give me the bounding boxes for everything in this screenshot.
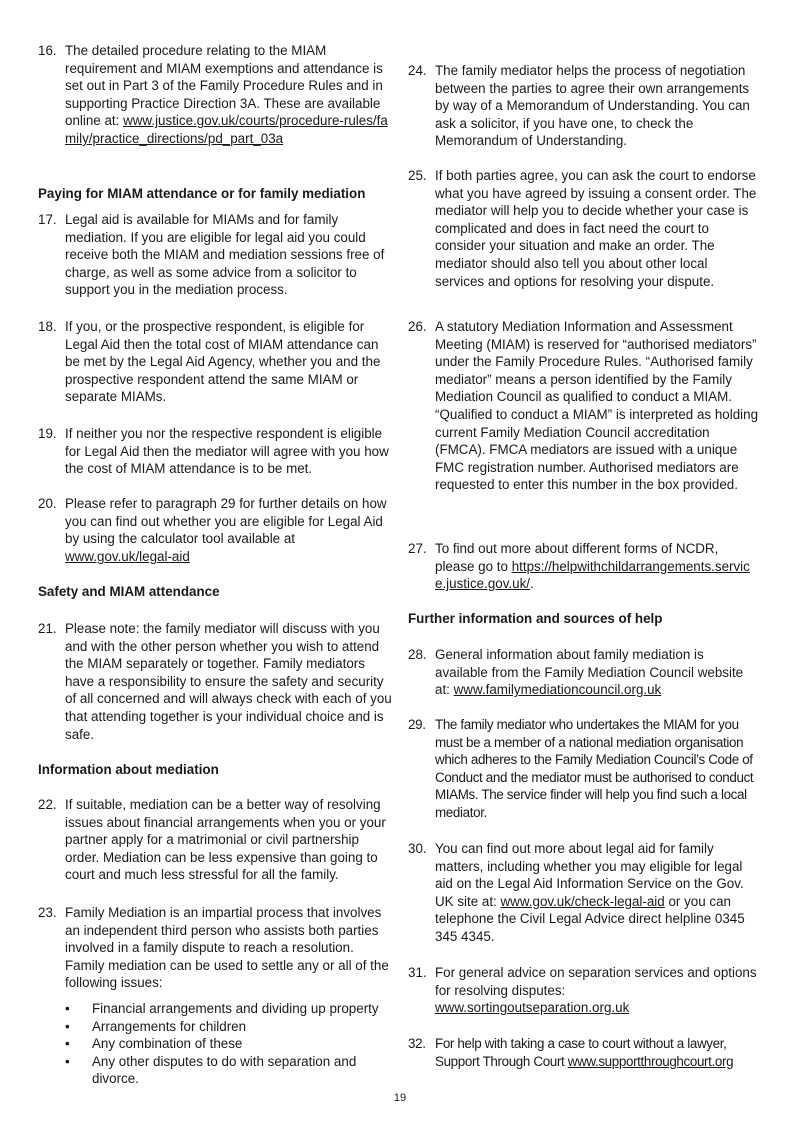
paragraph-number: 31. xyxy=(408,965,427,980)
paragraph-number: 23. xyxy=(38,905,57,920)
paragraph-text: The family mediator helps the process of negotiation between the parties to agree their own arrangements by way of a Memorandum of Understanding. You can ask a solicitor, if you have one, to check the Memorandum of Understanding. xyxy=(435,63,750,149)
paragraph-text: A statutory Mediation Information and Assessment Meeting (MIAM) is reserved for “authorised mediators” under the Family Procedure Rules. “Authorised family mediator” means a person identified by the Family Mediation Council as qualified to conduct a MIAM. “Qualified to conduct a MIAM” is interpreted as holding current Family Mediation Council accreditation (FMCA). FMCA mediators are issued with a unique FMC registration number. Authorised mediators are requested to enter this number in the box provided. xyxy=(435,319,759,493)
paragraph-text: To find out more about different forms of NCDR, please go to https://helpwithchildarrangements.service.justice.gov.uk/. xyxy=(435,541,750,592)
paragraph-number: 16. xyxy=(38,43,57,58)
paragraph-32 xyxy=(408,1035,764,1070)
sorting-out-separation-link[interactable]: www.sortingoutseparation.org.uk xyxy=(435,1000,630,1016)
paragraph-28 xyxy=(408,646,760,699)
support-through-court-link[interactable]: www.supportthroughcourt.org xyxy=(567,1053,734,1069)
paragraph-text: The detailed procedure relating to the MIAM requirement and MIAM exemptions and attendance is set out in Part 3 of the Family Procedure Rules and in supporting Practice Direction 3A. These are available online at: www.justice.gov.uk/courts/procedure-rules/family/practice_directions/pd_part_03a xyxy=(65,43,388,146)
paragraph-number: 22. xyxy=(38,797,57,812)
issues-list xyxy=(65,1000,394,1088)
paragraph-30 xyxy=(408,840,760,946)
bullet-icon: • xyxy=(65,1000,70,1016)
paragraph-text: If suitable, mediation can be a better way of resolving issues about financial arrangements when you or your partner apply for a matrimonial or civil partnership order. Mediation can be less expensive than going to court and much less stressful for all the family. xyxy=(65,797,386,883)
paragraph-text: Legal aid is available for MIAMs and for family mediation. If you are eligible for legal aid you could receive both the MIAM and mediation sessions free of charge, as well as some advice from a solicitor to support you in the mediation process. xyxy=(65,212,385,298)
paragraph-number: 20. xyxy=(38,496,57,511)
paragraph-text: Please note: the family mediator will discuss with you and with the other person whether you wish to attend the MIAM separately or together. Family mediators have a responsibility to ensure the safety and security of all concerned and will always check with each of you that attending together is your individual choice and is safe. xyxy=(65,621,392,742)
paragraph-number: 21. xyxy=(38,621,57,636)
paragraph-number: 30. xyxy=(408,841,427,856)
paragraph-20 xyxy=(38,495,394,565)
paragraph-number: 29. xyxy=(408,717,426,732)
paragraph-number: 25. xyxy=(408,168,427,183)
check-legal-aid-link[interactable]: www.gov.uk/check-legal-aid xyxy=(500,893,665,909)
paragraph-29 xyxy=(408,716,764,822)
paragraph-text: For general advice on separation services and options for resolving disputes: www.sortingoutseparation.org.uk xyxy=(435,965,757,1016)
practice-direction-link[interactable]: www.justice.gov.uk/courts/procedure-rules/family/practice_directions/pd_part_03a xyxy=(65,113,388,146)
paragraph-23 xyxy=(38,904,394,1088)
paragraph-24 xyxy=(408,62,760,150)
paragraph-text: General information about family mediation is available from the Family Mediation Council website at: www.familymediationcouncil.org.uk xyxy=(435,647,744,698)
section-heading-information: Information about mediation xyxy=(38,762,219,777)
paragraph-25 xyxy=(408,167,760,290)
list-item: • Any other disputes to do with separation and divorce. xyxy=(65,1053,357,1087)
paragraph-text: Please refer to paragraph 29 for further details on how you can find out whether you are eligible for Legal Aid by using the calculator tool available at www.gov.uk/legal-aid xyxy=(65,496,387,564)
page-number: 19 xyxy=(393,1092,407,1104)
section-heading-paying: Paying for MIAM attendance or for family mediation xyxy=(38,186,366,201)
legal-aid-link[interactable]: www.gov.uk/legal-aid xyxy=(65,548,190,564)
paragraph-26 xyxy=(408,318,760,494)
list-item: • Any combination of these xyxy=(65,1036,243,1052)
paragraph-number: 24. xyxy=(408,63,427,78)
paragraph-text: For help with taking a case to court without a lawyer, Support Through Court www.supportthroughcourt.org xyxy=(435,1036,734,1069)
family-mediation-council-link[interactable]: www.familymediationcouncil.org.uk xyxy=(453,682,662,698)
paragraph-text: The family mediator who undertakes the MIAM for you must be a member of a national mediation organisation which adheres to the Family Mediation Council’s Code of Conduct and the mediator must be authorised to conduct MIAMs. The service finder will help you find such a local mediator. xyxy=(435,717,754,820)
child-arrangements-link[interactable]: https://helpwithchildarrangements.service.justice.gov.uk/ xyxy=(435,558,750,592)
paragraph-number: 19. xyxy=(38,426,57,441)
list-item: • Arrangements for children xyxy=(65,1018,247,1034)
paragraph-text: If neither you nor the respective respondent is eligible for Legal Aid then the mediator will agree with you how the cost of MIAM attendance is to be met. xyxy=(65,426,389,477)
bullet-icon: • xyxy=(65,1036,70,1052)
paragraph-27 xyxy=(408,540,760,593)
paragraph-17 xyxy=(38,211,394,299)
paragraph-16 xyxy=(38,42,394,148)
bullet-icon: • xyxy=(65,1018,70,1034)
paragraph-body xyxy=(65,904,394,1088)
paragraph-number: 17. xyxy=(38,212,57,227)
paragraph-number: 28. xyxy=(408,647,427,662)
paragraph-text: If both parties agree, you can ask the court to endorse what you have agreed by issuing a consent order. The mediator will help you to decide whether your case is complicated and does in fact need the court to consider your situation and make an order. The mediator should also tell you about other local services and options for resolving your dispute. xyxy=(435,168,757,289)
paragraph-text: You can find out more about legal aid for family matters, including whether you may eligible for legal aid on the Legal Aid Information Service on the Gov. UK site at: www.gov.uk/check-legal-aid or you can telephone the Civil Legal Advice direct helpline 0345 345 4345. xyxy=(435,841,745,944)
paragraph-22 xyxy=(38,796,394,884)
paragraph-number: 26. xyxy=(408,319,427,334)
paragraph-number: 27. xyxy=(408,541,427,556)
paragraph-18 xyxy=(38,318,394,406)
paragraph-number: 18. xyxy=(38,319,57,334)
list-item: • Financial arrangements and dividing up property xyxy=(65,1000,379,1016)
paragraph-19 xyxy=(38,425,394,478)
paragraph-number: 32. xyxy=(408,1036,426,1051)
section-heading-safety: Safety and MIAM attendance xyxy=(38,584,220,599)
paragraph-31 xyxy=(408,964,760,1017)
paragraph-text: Family Mediation is an impartial process that involves an independent third person who assists both parties involved in a family dispute to reach a resolution. Family mediation can be used to settle any or all of the following issues: xyxy=(65,905,389,991)
bullet-icon: • xyxy=(65,1053,70,1069)
section-heading-further-information: Further information and sources of help xyxy=(408,611,663,626)
paragraph-text: If you, or the prospective respondent, is eligible for Legal Aid then the total cost of MIAM attendance can be met by the Legal Aid Agency, whether you and the prospective respondent attend the same MIAM or separate MIAMs. xyxy=(65,319,381,405)
paragraph-21 xyxy=(38,620,394,743)
